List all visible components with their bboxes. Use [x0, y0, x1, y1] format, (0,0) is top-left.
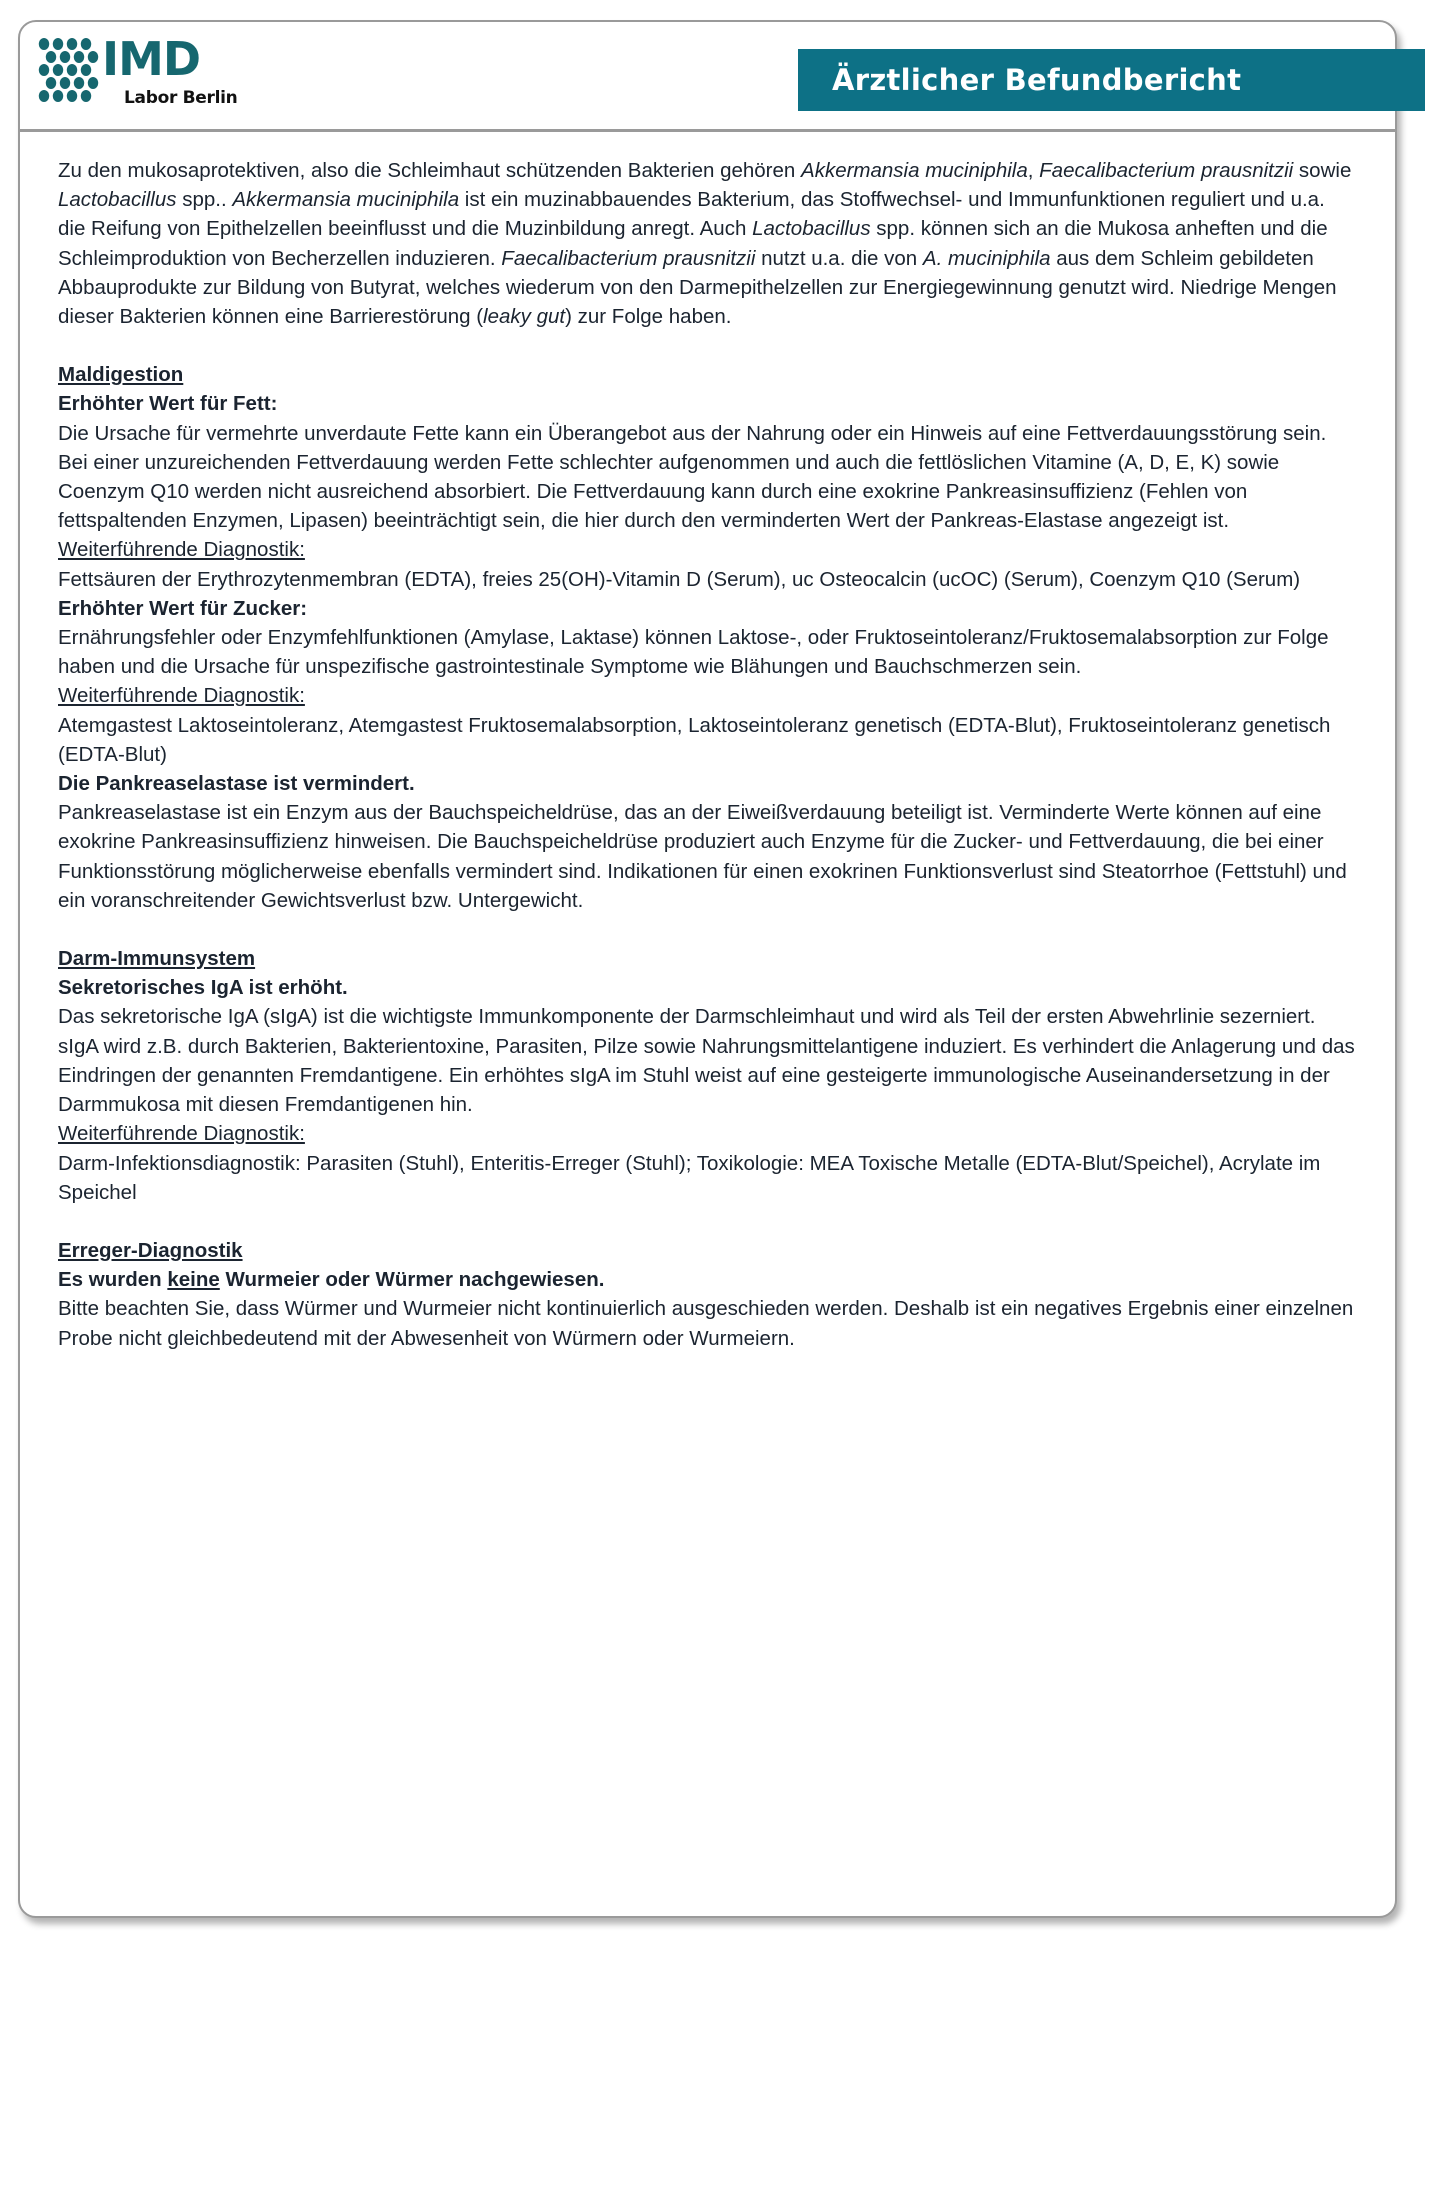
pathogen-result-emphasis: keine — [167, 1268, 220, 1292]
fat-body-2: Bei einer unzureichenden Fettverdauung werden Fette schlechter aufgenommen und auch die fettlöslichen Vitamine (A, D, E, K) sowie Coenzym Q10 werden nicht ausreichend absorbiert. Die Fettverdauung kann durch eine exokrine Pankreasinsuffizienz (Fehlen von fettspaltenden Enzymen, Lipasen) beeinträchtigt sein, die hier durch den verminderten Wert der Pankreas-Elastase angezeigt ist. — [58, 450, 1280, 533]
fat-diagnostics-body: Fettsäuren der Erythrozytenmembran (EDTA), freies 25(OH)-Vitamin D (Serum), uc Osteocalcin (ucOC) (Serum), Coenzym Q10 (Serum) — [58, 567, 1301, 591]
immune-diagnostics-label: Weiterführende Diagnostik: — [58, 1122, 305, 1146]
section-gut-immune-system — [58, 944, 1355, 973]
intro-paragraph — [58, 156, 1355, 331]
section-heading-pathogen-diagnostics: Erreger-Diagnostik — [58, 1238, 243, 1262]
intro-species-3: Lactobacillus — [58, 188, 177, 212]
immune-diagnostics-label-row — [58, 1119, 1355, 1148]
intro-text-a: Zu den mukosaprotektiven, also die Schleimhaut schützenden Bakterien gehören — [58, 159, 802, 182]
subheading-siga: Sekretorisches IgA ist erhöht. — [58, 976, 348, 1000]
intro-text-e: ist ein muzinabbauendes Bakterium, das Stoffwechsel- und Immunfunktionen reguliert und u.a. die Reifung von Epithelzellen beeinflusst und die Muzinbildung anregt. Auch — [58, 188, 1325, 241]
fat-body-1: Die Ursache für vermehrte unverdaute Fette kann ein Überangebot aus der Nahrung oder ein Hinweis auf eine Fettverdauungsstörung sein. — [58, 421, 1327, 445]
sugar-diagnostics-label: Weiterführende Diagnostik: — [58, 684, 305, 708]
intro-term-leaky-gut: leaky gut — [483, 305, 566, 329]
pathogen-result-text-a: Es wurden — [58, 1268, 168, 1292]
report-header — [20, 22, 1395, 132]
report-body — [20, 132, 1395, 1353]
siga-body-1: Das sekretorische IgA (sIgA) ist die wichtigste Immunkomponente der Darmschleimhaut und wird als Teil der ersten Abwehrlinie sezerniert. sIgA wird z.B. durch Bakterien, Bakterientoxine, Parasiten, Pilze sowie Nahrungsmittelantigene induziert. Es verhindert die Anlagerung und das Eindringen der genannten Fremdantigene. Ein erhöhtes sIgA im Stuhl weist auf eine gesteigerte immunologische Auseinandersetzung in der Darmmukosa mit diesen Fremdantigenen hin. — [58, 1005, 1355, 1117]
sugar-diagnostics-label-row — [58, 681, 1355, 710]
section-pathogen-diagnostics — [58, 1236, 1355, 1265]
intro-text-g: nutzt u.a. die von — [755, 246, 923, 270]
subheading-elastase: Die Pankreaselastase ist vermindert. — [58, 772, 415, 796]
intro-species-4: Akkermansia muciniphila — [232, 188, 460, 212]
logo-dot-grid-icon — [36, 36, 100, 108]
report-page-card — [18, 20, 1397, 1918]
section-heading-gut-immune-system: Darm-Immunsystem — [58, 947, 256, 971]
elastase-body-1: Pankreaselastase ist ein Enzym aus der Bauchspeicheldrüse, das an der Eiweißverdauung beteiligt ist. Verminderte Werte können auf eine exokrine Pankreasinsuffizienz hinweisen. Die Bauchspeicheldrüse produziert auch Enzyme für die Zucker- und Fettverdauung, die bei einer Funktionsstörung möglicherweise ebenfalls vermindert sind. Indikationen für einen exokrinen Funktionsverlust sind Steatorrhoe (Fettstuhl) und ein voranschreitender Gewichtsverlust bzw. Untergewicht. — [58, 801, 1347, 912]
intro-text-c: sowie — [1293, 159, 1352, 182]
logo-subtitle: Labor Berlin — [124, 88, 238, 108]
intro-species-1: Akkermansia muciniphila — [801, 159, 1028, 182]
intro-species-2: Faecalibacterium prausnitzii — [1039, 159, 1294, 182]
intro-species-6: Faecalibacterium prausnitzii — [501, 246, 756, 270]
intro-species-5: Lactobacillus — [752, 217, 871, 241]
fat-diagnostics-label: Weiterführende Diagnostik: — [58, 538, 305, 562]
subheading-fat: Erhöhter Wert für Fett: — [58, 392, 278, 416]
section-heading-maldigestion: Maldigestion — [58, 363, 184, 387]
intro-text-b: , — [1027, 159, 1040, 182]
immune-diagnostics-body: Darm-Infektionsdiagnostik: Parasiten (Stuhl), Enteritis-Erreger (Stuhl); Toxikologie: MEA Toxische Metalle (EDTA-Blut/Speichel), Acrylate im Speichel — [58, 1151, 1321, 1204]
intro-text-d: spp.. — [176, 188, 233, 212]
report-title-banner — [798, 49, 1425, 111]
intro-text-i: ) zur Folge haben. — [565, 305, 732, 329]
sugar-diagnostics-body: Atemgastest Laktoseintoleranz, Atemgastest Fruktosemalabsorption, Laktoseintoleranz genetisch (EDTA-Blut), Fruktoseintoleranz genetisch (EDTA-Blut) — [58, 713, 1331, 766]
sugar-body-1: Ernährungsfehler oder Enzymfehlfunktionen (Amylase, Laktase) können Laktose-, oder Fruktoseintoleranz/Fruktosemalabsorption zur Folge haben und die Ursache für unspezifische gastrointestinale Symptome wie Blähungen und Bauchschmerzen sein. — [58, 626, 1329, 679]
pathogen-body-1: Bitte beachten Sie, dass Würmer und Wurmeier nicht kontinuierlich ausgeschieden werden. Deshalb ist ein negatives Ergebnis einer einzelnen Probe nicht gleichbedeutend mit der Abwesenheit von Würmern oder Wurmeiern. — [58, 1297, 1354, 1350]
pathogen-result-line — [58, 1265, 1355, 1294]
page-title: Ärztlicher Befundbericht — [832, 63, 1242, 97]
subheading-sugar: Erhöhter Wert für Zucker: — [58, 596, 308, 620]
section-maldigestion — [58, 360, 1355, 389]
intro-text-f: spp. können sich an die Mukosa anheften und die Schleimproduktion von Becherzellen induzieren. — [58, 217, 1328, 270]
intro-species-7: A. muciniphila — [922, 246, 1051, 270]
pathogen-result-text-b: Wurmeier oder Würmer nachgewiesen. — [219, 1268, 605, 1292]
logo-wordmark: IMD — [102, 32, 201, 86]
fat-diagnostics-label-row — [58, 535, 1355, 564]
intro-text-h: aus dem Schleim gebildeten Abbauprodukte zur Bildung von Butyrat, welches wiederum von den Darmepithelzellen zur Energiegewinnung genutzt wird. Niedrige Mengen dieser Bakterien können eine Barrierestörung ( — [58, 246, 1337, 329]
imd-logo — [36, 32, 237, 108]
